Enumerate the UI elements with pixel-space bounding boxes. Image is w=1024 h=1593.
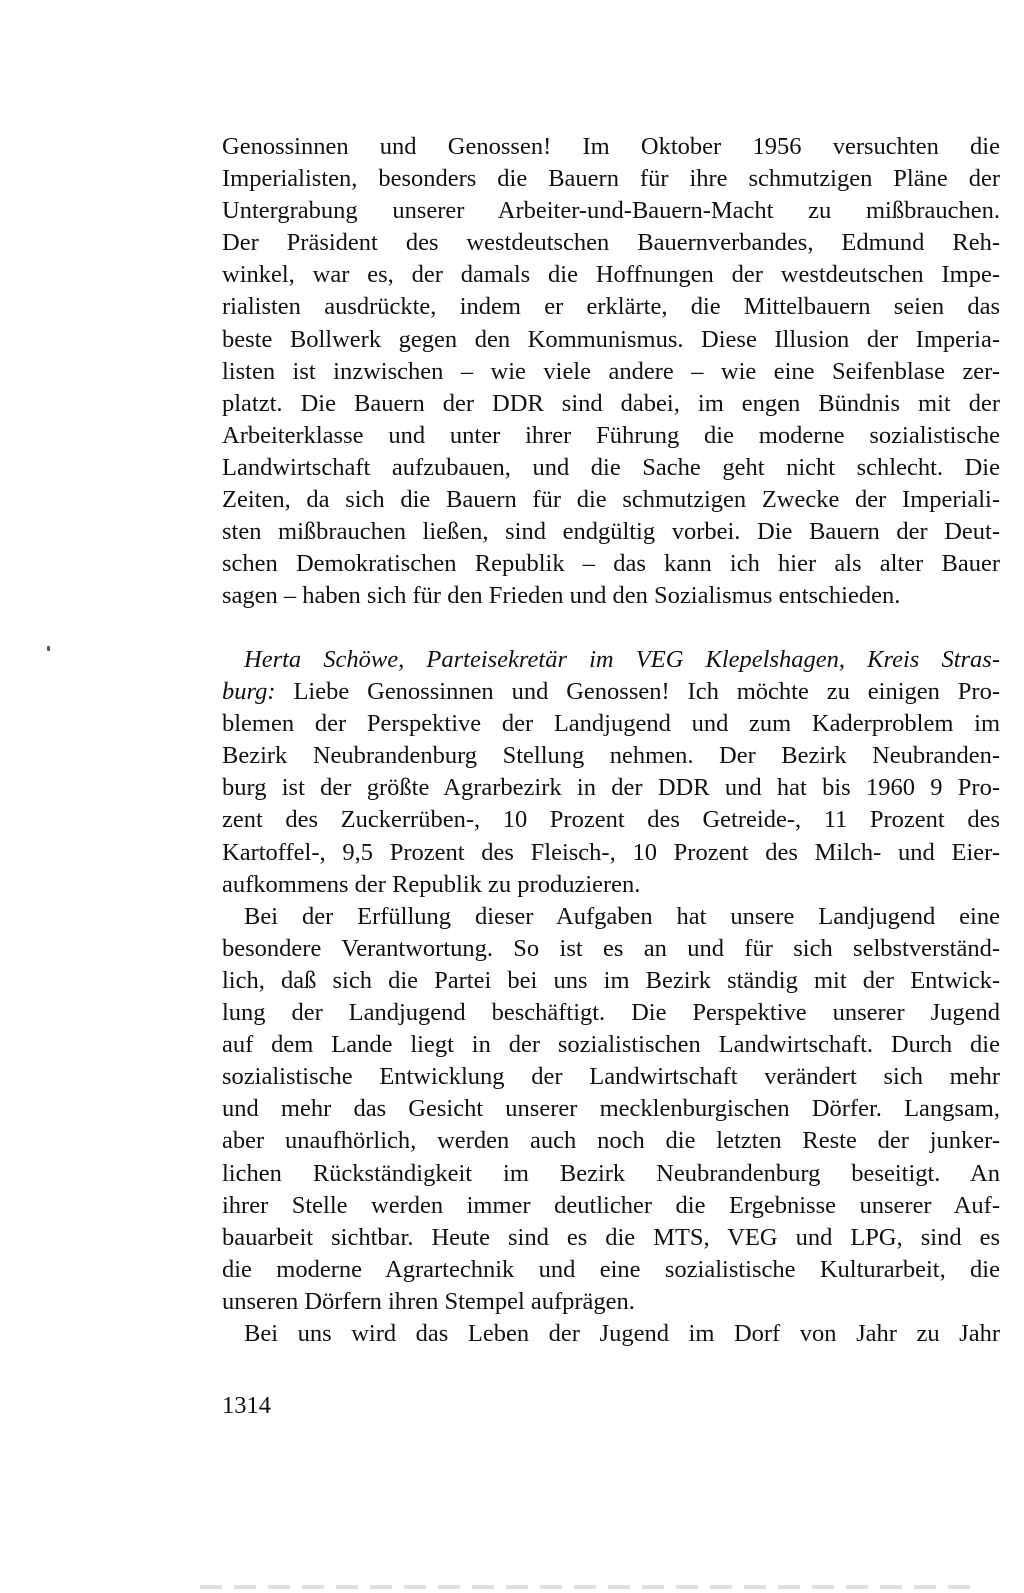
text-line: lung der Landjugend beschäftigt. Die Perspektive unserer Jugend: [222, 999, 1000, 1027]
text-line: Imperialisten, besonders die Bauern für ihre schmutzigen Pläne der: [222, 165, 1000, 193]
text-line: Der Präsident des westdeutschen Bauernverbandes, Edmund Reh-: [222, 229, 1000, 257]
text-line: Kartoffel-, 9,5 Prozent des Fleisch-, 10 Prozent des Milch- und Eier-: [222, 838, 1000, 866]
stray-ink-mark: [47, 646, 50, 651]
text-line: unseren Dörfern ihren Stempel aufprägen.: [222, 1287, 635, 1315]
text-line: Bezirk Neubrandenburg Stellung nehmen. Der Bezirk Neubranden-: [222, 742, 1000, 770]
text-line: bauarbeit sichtbar. Heute sind es die MTS, VEG und LPG, sind es: [222, 1223, 1000, 1251]
text-line: blemen der Perspektive der Landjugend und zum Kaderproblem im: [222, 710, 1000, 738]
text-line: und mehr das Gesicht unserer mecklenburgischen Dörfer. Langsam,: [222, 1095, 1000, 1123]
text-line: Bei uns wird das Leben der Jugend im Dorf von Jahr zu Jahr: [244, 1319, 1000, 1347]
text-line: [222, 676, 1000, 708]
text-line: aber unaufhörlich, werden auch noch die letzten Reste der junker-: [222, 1127, 1000, 1155]
text-line: Bei der Erfüllung dieser Aufgaben hat unsere Landjugend eine: [244, 902, 1000, 930]
text-line: sten mißbrauchen ließen, sind endgültig vorbei. Die Bauern der Deut-: [222, 518, 1000, 546]
text-line: beste Bollwerk gegen den Kommunismus. Diese Illusion der Imperia-: [222, 325, 1000, 353]
speaker-name: Herta Schöwe, Parteisekretär im VEG Klepelshagen, Kreis Stras-: [244, 646, 1000, 673]
speaker-location: burg:: [222, 678, 276, 706]
speech-block: [222, 644, 1000, 1350]
text-line: platzt. Die Bauern der DDR sind dabei, im engen Bündnis mit der: [222, 389, 1000, 417]
text-line: schen Demokratischen Republik – das kann ich hier als alter Bauer: [222, 550, 1000, 578]
text-line: Landwirtschaft aufzubauen, und die Sache geht nicht schlecht. Die: [222, 453, 1000, 481]
text-line: lichen Rückständigkeit im Bezirk Neubrandenburg beseitigt. An: [222, 1159, 1000, 1187]
text-line: Arbeiterklasse und unter ihrer Führung die moderne sozialistische: [222, 421, 1000, 449]
text-line: winkel, war es, der damals die Hoffnungen der westdeutschen Impe-: [222, 261, 1000, 289]
speech-start: Liebe Genossinnen und Genossen! Ich möchte zu einigen Pro-: [275, 678, 1000, 706]
page-number: 1314: [222, 1392, 271, 1419]
text-line: sagen – haben sich für den Frieden und den Sozialismus entschieden.: [222, 582, 901, 610]
text-line: Genossinnen und Genossen! Im Oktober 1956 versuchten die: [222, 133, 1000, 160]
text-line: lich, daß sich die Partei bei uns im Bezirk ständig mit der Entwick-: [222, 966, 1000, 994]
text-line: besondere Verantwortung. So ist es an und für sich selbstverständ-: [222, 934, 1000, 962]
text-line: aufkommens der Republik zu produzieren.: [222, 870, 641, 898]
text-line: rialisten ausdrückte, indem er erklärte, die Mittelbauern seien das: [222, 293, 1000, 321]
text-line: die moderne Agrartechnik und eine sozialistische Kulturarbeit, die: [222, 1255, 1000, 1283]
text-line: auf dem Lande liegt in der sozialistischen Landwirtschaft. Durch die: [222, 1031, 1000, 1059]
paragraph-1: [222, 131, 1000, 612]
text-line: ihrer Stelle werden immer deutlicher die Ergebnisse unserer Auf-: [222, 1191, 1000, 1219]
speaker-attribution: [222, 644, 1000, 676]
bleed-through-text: [200, 1585, 980, 1589]
text-line: zent des Zuckerrüben-, 10 Prozent des Getreide-, 11 Prozent des: [222, 806, 1000, 834]
text-line: Untergrabung unserer Arbeiter-und-Bauern-Macht zu mißbrauchen.: [222, 197, 1000, 225]
text-line: listen ist inzwischen – wie viele andere – wie eine Seifenblase zer-: [222, 357, 1000, 385]
text-line: burg ist der größte Agrarbezirk in der DDR und hat bis 1960 9 Pro-: [222, 774, 1000, 802]
text-line: sozialistische Entwicklung der Landwirtschaft verändert sich mehr: [222, 1063, 1000, 1091]
text-line: Zeiten, da sich die Bauern für die schmutzigen Zwecke der Imperiali-: [222, 486, 1000, 514]
